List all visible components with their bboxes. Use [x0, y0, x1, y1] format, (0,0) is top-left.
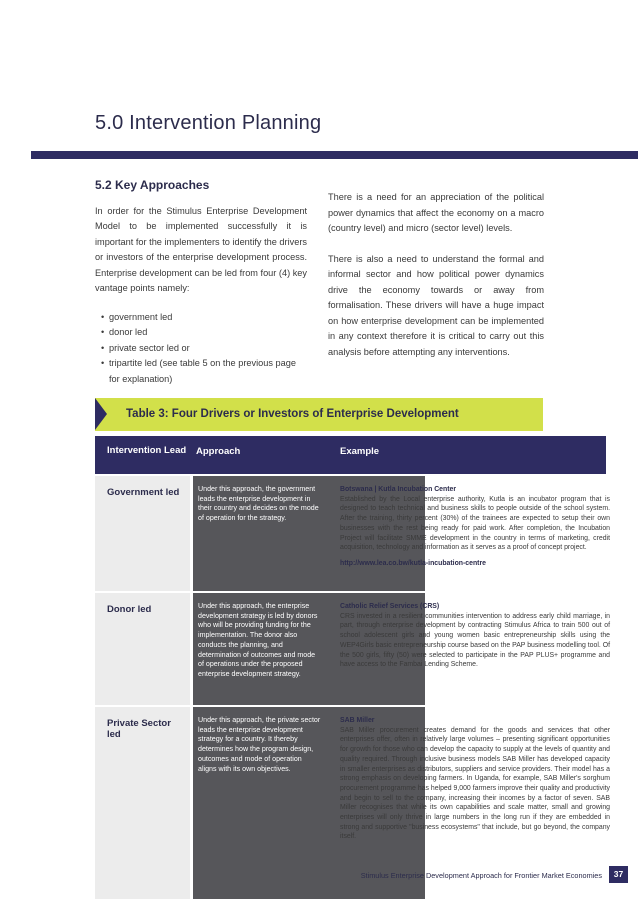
paragraph: There is a need for an appreciation of the political power dynamics that affect the economy on a macro (country level) and micro (sector level) levels.: [328, 192, 544, 233]
table-row-lead-cell: [95, 476, 190, 593]
paragraph: There is also a need to understand the formal and informal sector and how political power dynamics drive the economy towards or away from formalisation. These drivers will have a huge impact on how enterprise development can be implemented in any context therefore it is critical to carry out this analysis before attempting any interventions.: [328, 253, 544, 357]
table-caption: Table 3: Four Drivers or Investors of Enterprise Development: [126, 408, 459, 420]
approach-text: Under this approach, the private sector leads the enterprise development strategy for a country. It thereby determines how the program design, outcomes and mode of operation aligns with its own objectives.: [198, 716, 321, 773]
example-body: SAB Miller procurement creates demand for the goods and services that other enterprises offer, often in relatively large volumes – presenting significant opportunities for growth for those who can develop the capacity to supply at the levels of quantity and quality required. Through inclusive business models SAB Miller has developed capacity in smaller enterprises as distributors, suppliers and service providers. Their model has a strong emphasis on developing farmers. In Uganda, for example, SAB Miller's sorghum procurement programme has helped 9,000 farmers improve their quality and productivity and begin to sell to the company, increasing their incomes by a factor of seven. SAB Miller recognises that while its own capabilities and scale matter, small and growing enterprises will only thrive in large numbers in the long run if they are embedded in strong and supportive "business ecosystems" that include, but go beyond, the company itself.: [340, 726, 610, 841]
page-number: 37: [609, 866, 628, 883]
approach-text: Under this approach, the government leads the enterprise development in their country and decides on the mode of operation for the strategy.: [198, 485, 319, 523]
approach-text: Under this approach, the enterprise development strategy is led by donors who will be providing funding for the implementation. The donor also conducts the planning, and determination of outcomes and mode of operations under the proposed enterprise development strategy.: [198, 602, 318, 678]
list-item: • government led: [101, 310, 307, 326]
header-example: Example: [340, 446, 380, 457]
example-title: Catholic Relief Services (CRS): [340, 603, 440, 610]
table-caption-banner: [95, 398, 543, 431]
header-approach: Approach: [196, 446, 241, 457]
list-item: • tripartite led (see table 5 on the previous page for explanation): [101, 356, 307, 387]
table-row-example-cell: [340, 485, 610, 569]
example-title: Botswana | Kutla Incubation Center: [340, 486, 457, 493]
list-item: • donor led: [101, 325, 307, 341]
banner-arrow-icon: [95, 398, 107, 430]
header-intervention-lead: Intervention Lead: [107, 445, 187, 456]
page-title: 5.0 Intervention Planning: [95, 112, 322, 134]
intervention-lead: Donor led: [107, 604, 152, 615]
intervention-lead: Government led: [107, 487, 180, 498]
right-column: [328, 190, 544, 360]
list-item: • private sector led or: [101, 341, 307, 357]
table-row-lead-cell: [95, 707, 190, 901]
table-row-lead-cell: [95, 593, 190, 707]
table-row-example-cell: [340, 716, 610, 842]
example-title: SAB Miller: [340, 717, 375, 724]
section-heading: 5.2 Key Approaches: [95, 178, 210, 192]
title-divider-bar: [31, 151, 638, 159]
intro-paragraph: In order for the Stimulus Enterprise Development Model to be implemented successfully it is important for the implementers to identify the drivers or investors of the enterprise development process. Enterprise development can be led from four (4) key vantage points namely:: [95, 205, 307, 293]
example-body: CRS invested in a resilient communities intervention to address early child marriage, in part, through enterprise development by contracting Stimulus Africa to train 500 out of school adolescent girls and young women basic entrepreneurship skills using the WEP4Girls basic entrepreneurship course based on the PAP business modelling tool. Of the 500 girls, fifty (50) were selected to participate in the PAP PLUS+ programme and have access to the Fambai Lending Scheme.: [340, 612, 610, 669]
table-header: [95, 436, 606, 474]
vantage-points-list: [101, 310, 307, 388]
example-body: Established by the Local enterprise authority, Kutla is an incubator program that is designed to teach technical and business skills to people outside of the school system. After the training, thirty percent (30%) of the trainees are expected to setup their own businesses with the rest being ready for paid work. After completion, the Incubation Project will facilitate SMME development in the country in terms of marketing, credit acquisition, technology and information as it serves as a proof of concept project.: [340, 495, 610, 552]
example-link[interactable]: http://www.lea.co.bw/kutla-incubation-centre: [340, 559, 486, 567]
left-column: [95, 178, 307, 387]
page-footer: Stimulus Enterprise Development Approach for Frontier Market Economies: [360, 871, 602, 880]
intervention-lead: Private Sector led: [107, 718, 171, 740]
table-row-example-cell: [340, 602, 610, 670]
